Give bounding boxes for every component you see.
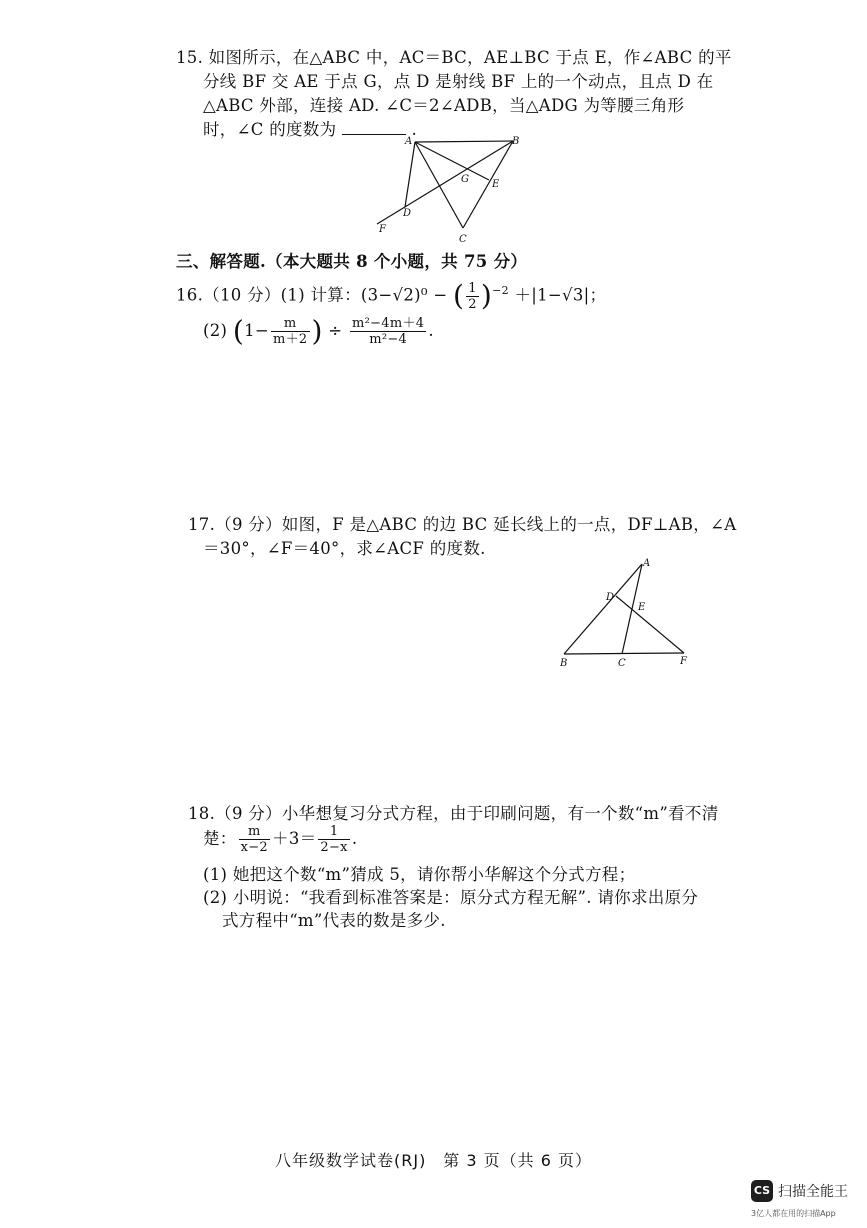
q15-line3: △ABC 外部，连接 AD. ∠C＝2∠ADB，当△ADG 为等腰三角形 [203,96,685,115]
q16-exponent: −2 [492,284,509,297]
label-C: C [459,234,467,245]
q16-part2-inner: 1− [244,321,269,340]
scanner-brand-name: 扫描全能王 [778,1184,848,1200]
section-heading: 三、解答题.（本大题共 8 个小题，共 75 分） [176,252,528,271]
label-E: E [638,602,646,613]
q16-part2-prefix: (2) [203,321,228,340]
label-B: B [560,658,568,668]
q15-line1: 15. 如图所示，在△ABC 中，AC＝BC，AE⊥BC 于点 E，作∠ABC 的平 [176,48,732,67]
segment-DF [616,596,684,653]
q17-line1: 17.（9 分）如图，F 是△ABC 的边 BC 延长线上的一点，DF⊥AB，∠A [188,515,737,534]
paren-close: ) [480,279,493,312]
q15-line2: 分线 BF 交 AE 于点 G，点 D 是射线 BF 上的一个动点，且点 D 在 [203,72,714,91]
q17-line2: ＝30°，∠F＝40°，求∠ACF 的度数. [203,539,486,558]
label-E: E [492,179,500,190]
label-F: F [680,656,687,667]
q18-item2-line2: 式方程中“m”代表的数是多少. [222,911,446,930]
label-A: A [643,558,651,569]
scanner-logo-icon: CS [751,1180,773,1202]
segment-AD [405,142,415,207]
q18-fraction-2: $\frac{1}{2-x}$ [320,824,348,855]
q18-fraction-1: $\frac{m}{x-2}$ [240,824,269,855]
scanner-tagline: 3亿人都在用的扫描App [751,1209,836,1218]
q16-fraction-1: $\frac{m}{m+2}$ [273,316,308,347]
segment-AB [564,564,642,654]
q15-line4-text: 时，∠C 的度数为 [203,120,337,139]
label-F: F [379,224,386,235]
q18-item1: (1) 她把这个数“m”猜成 5，请你帮小华解这个分式方程； [203,865,636,884]
q16-part1-suffix: ＋|1−√3|； [514,285,607,305]
segment-BF [564,653,684,654]
q18-line2-prefix: 楚： [203,829,237,848]
q16-divide: ÷ [328,321,343,340]
q18-item2-line1: (2) 小明说：“我看到标准答案是：原分式方程无解”. 请你求出原分 [203,888,699,907]
segment-AB [415,141,513,142]
q15-line4-end: . [411,120,418,139]
q18-eq-mid: ＋3＝ [272,829,317,848]
paren-open: ( [232,314,245,348]
q16-part2-end: . [428,321,434,340]
q18-eq-end: . [351,829,358,848]
q17-figure [556,556,696,668]
page-footer: 八年级数学试卷(RJ) 第 3 页（共 6 页） [274,1151,593,1170]
paren-open: ( [453,279,465,312]
q16-fraction-2: $\frac{\text{m²−4m＋4}}{\text{m²−4}}$ [351,316,425,347]
q18-equation [203,821,357,857]
segment-BC [463,141,513,228]
q16-part1 [176,276,607,312]
label-D: D [606,592,615,603]
label-G: G [461,174,469,185]
q15-figure [365,132,535,248]
paren-close: ) [311,314,323,348]
q18-line1: 18.（9 分）小华想复习分式方程，由于印刷问题，有一个数“m”看不清 [188,804,719,823]
label-C: C [618,658,626,668]
label-B: B [512,136,520,147]
label-A: A [405,136,413,147]
q16-fraction-half: $\frac{1}{2}$ [468,280,477,312]
q16-part2 [203,313,434,349]
label-D: D [403,208,412,219]
q16-part1-prefix: 16.（10 分）(1) 计算：(3−√2)⁰ − [176,285,448,305]
